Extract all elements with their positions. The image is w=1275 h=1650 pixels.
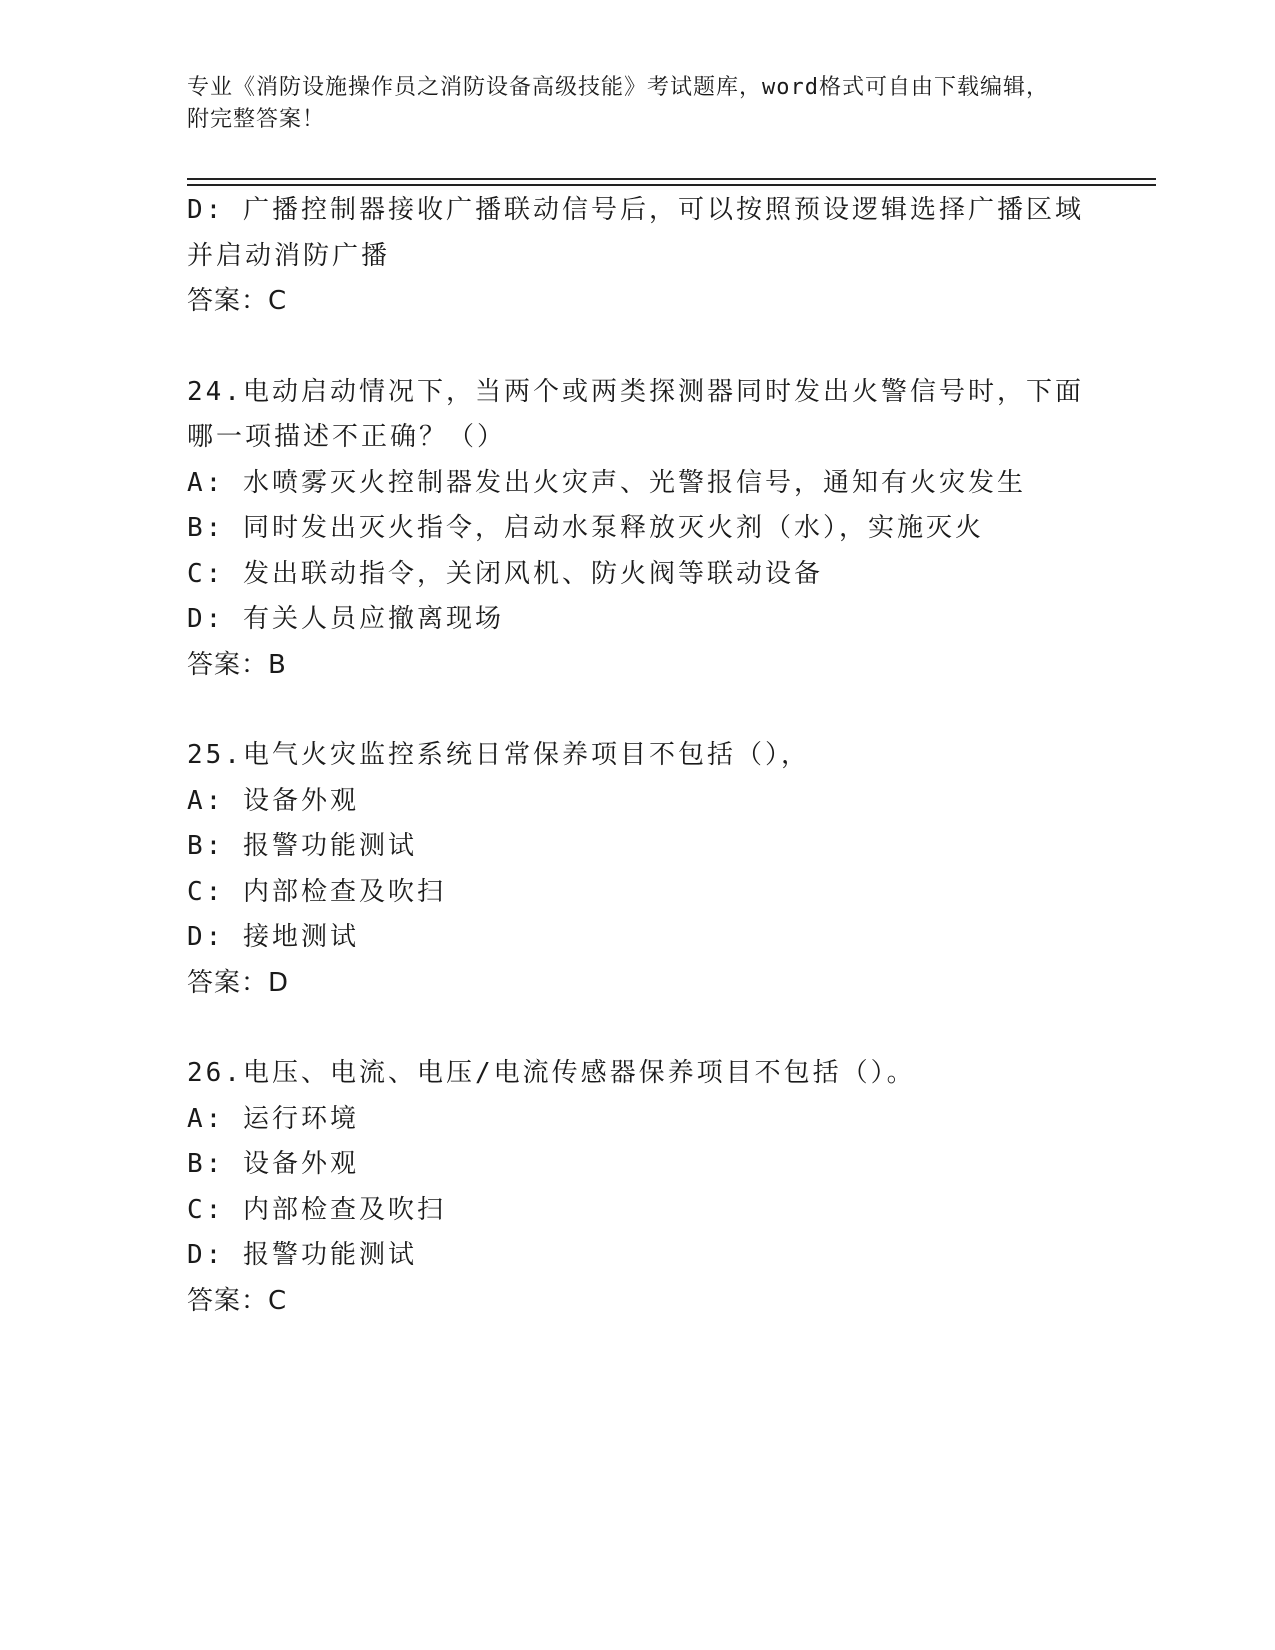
option-d: D: 接地测试 (187, 922, 359, 952)
question-24 (187, 370, 1087, 689)
option-b: B: 报警功能测试 (187, 831, 417, 861)
option-d: D: 广播控制器接收广播联动信号后，可以按照预设逻辑选择广播区域 (187, 195, 1084, 225)
option-d: D: 报警功能测试 (187, 1240, 417, 1270)
answer-line: 答案：B (187, 649, 287, 680)
option-d-continued: 并启动消防广播 (187, 240, 391, 271)
document-header: 专业《消防设施操作员之消防设备高级技能》考试题库，word格式可自由下载编辑，附完整答案！ (187, 75, 1049, 132)
answer-line: 答案：C (187, 286, 288, 316)
option-c: C: 内部检查及吹扫 (187, 1194, 446, 1225)
option-c: C: 内部检查及吹扫 (187, 876, 446, 907)
header-divider-top (187, 178, 1156, 180)
option-b: B: 同时发出灭火指令，启动水泵释放灭火剂（水），实施灭火 (187, 513, 984, 543)
question-list (187, 188, 1087, 1324)
question-26 (187, 1051, 1087, 1324)
answer-line: 答案：D (187, 967, 290, 998)
option-c: C: 发出联动指令，关闭风机、防火阀等联动设备 (187, 558, 823, 589)
question-25 (187, 733, 1087, 1006)
option-a: A: 运行环境 (187, 1103, 359, 1134)
option-b: B: 设备外观 (187, 1149, 359, 1179)
question-stem: 24.电动启动情况下，当两个或两类探测器同时发出火警信号时，下面 (187, 376, 1084, 407)
option-a: A: 设备外观 (187, 785, 359, 816)
question-stem-continued: 哪一项描述不正确？（） (187, 422, 507, 452)
option-d: D: 有关人员应撤离现场 (187, 604, 504, 634)
question-stem: 25.电气火灾监控系统日常保养项目不包括（）， (187, 740, 810, 770)
answer-line: 答案：C (187, 1285, 288, 1316)
header-divider-bottom (187, 184, 1156, 186)
option-a: A: 水喷雾灭火控制器发出火灾声、光警报信号，通知有火灾发生 (187, 467, 1026, 498)
question-stem: 26.电压、电流、电压/电流传感器保养项目不包括（）。 (187, 1058, 916, 1088)
previous-question-tail (187, 188, 1087, 325)
